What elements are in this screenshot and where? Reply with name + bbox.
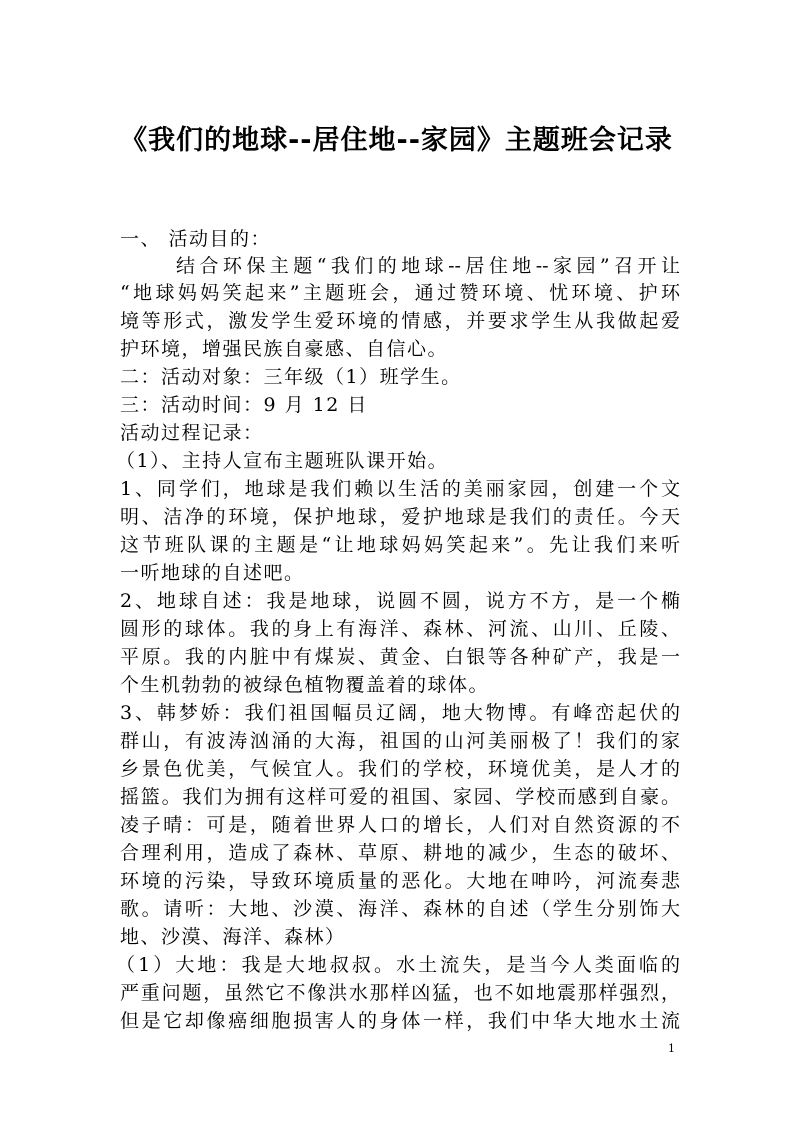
page-number: 1 — [668, 1042, 675, 1055]
document-title: 《我们的地球--居住地--家园》主题班会记录 — [120, 125, 673, 156]
paragraph-line: 1、同学们，地球是我们赖以生活的美丽家园，创建一个文 — [120, 478, 680, 500]
paragraph-line: （1）大地：我是大地叔叔。水土流失，是当今人类面临的 — [116, 954, 680, 976]
section-heading-purpose: 一、 活动目的： — [120, 228, 272, 250]
paragraph-line: 3、韩梦娇：我们祖国幅员辽阔，地大物博。有峰峦起伏的 — [120, 702, 680, 724]
paragraph-line: 个生机勃勃的被绿色植物覆盖着的球体。 — [120, 674, 490, 696]
paragraph-line: 结合环保主题“我们的地球--居住地--家园”召开让 — [176, 255, 680, 277]
paragraph-line: 乡景色优美，气候宜人。我们的学校，环境优美，是人才的 — [120, 758, 680, 780]
paragraph-line: 这节班队课的主题是“让地球妈妈笑起来”。先让我们来听 — [120, 534, 680, 556]
paragraph-line: 摇篮。我们为拥有这样可爱的祖国、家园、学校而感到自豪。 — [120, 786, 680, 808]
paragraph-line: 明、洁净的环境，保护地球，爱护地球是我们的责任。今天 — [120, 506, 680, 528]
paragraph-line: “地球妈妈笑起来”主题班会，通过赞环境、忧环境、护环 — [120, 282, 680, 304]
section-heading-process: 活动过程记录： — [120, 422, 264, 444]
paragraph-line: 境等形式，激发学生爱环境的情感，并要求学生从我做起爱 — [120, 310, 680, 332]
paragraph-line: （1）、主持人宣布主题班队课开始。 — [116, 450, 449, 472]
paragraph-line: 群山，有波涛汹涌的大海，祖国的山河美丽极了！我们的家 — [120, 730, 680, 752]
paragraph-line: 但是它却像癌细胞损害人的身体一样，我们中华大地水土流 — [120, 1010, 680, 1032]
paragraph-line: 严重问题，虽然它不像洪水那样凶猛，也不如地震那样强烈， — [120, 982, 680, 1004]
paragraph-line: 护环境，增强民族自豪感、自信心。 — [120, 338, 449, 360]
paragraph-line: 歌。请听：大地、沙漠、海洋、森林的自述（学生分别饰大 — [120, 898, 680, 920]
paragraph-line: 凌子晴：可是，随着世界人口的增长，人们对自然资源的不 — [120, 814, 680, 836]
paragraph-line: 环境的污染，导致环境质量的恶化。大地在呻吟，河流奏悲 — [120, 870, 680, 892]
paragraph-line: 一听地球的自述吧。 — [120, 562, 305, 584]
paragraph-line: 平原。我的内脏中有煤炭、黄金、白银等各种矿产，我是一 — [120, 646, 680, 668]
paragraph-line: 2、地球自述：我是地球，说圆不圆，说方不方，是一个椭 — [120, 590, 680, 612]
section-heading-time: 三：活动时间：9 月 12 日 — [120, 394, 368, 416]
paragraph-line: 地、沙漠、海洋、森林） — [120, 926, 346, 948]
section-heading-audience: 二：活动对象：三年级（1）班学生。 — [120, 366, 462, 388]
paragraph-line: 合理利用，造成了森林、草原、耕地的减少，生态的破坏、 — [120, 842, 680, 864]
paragraph-line: 圆形的球体。我的身上有海洋、森林、河流、山川、丘陵、 — [120, 618, 680, 640]
